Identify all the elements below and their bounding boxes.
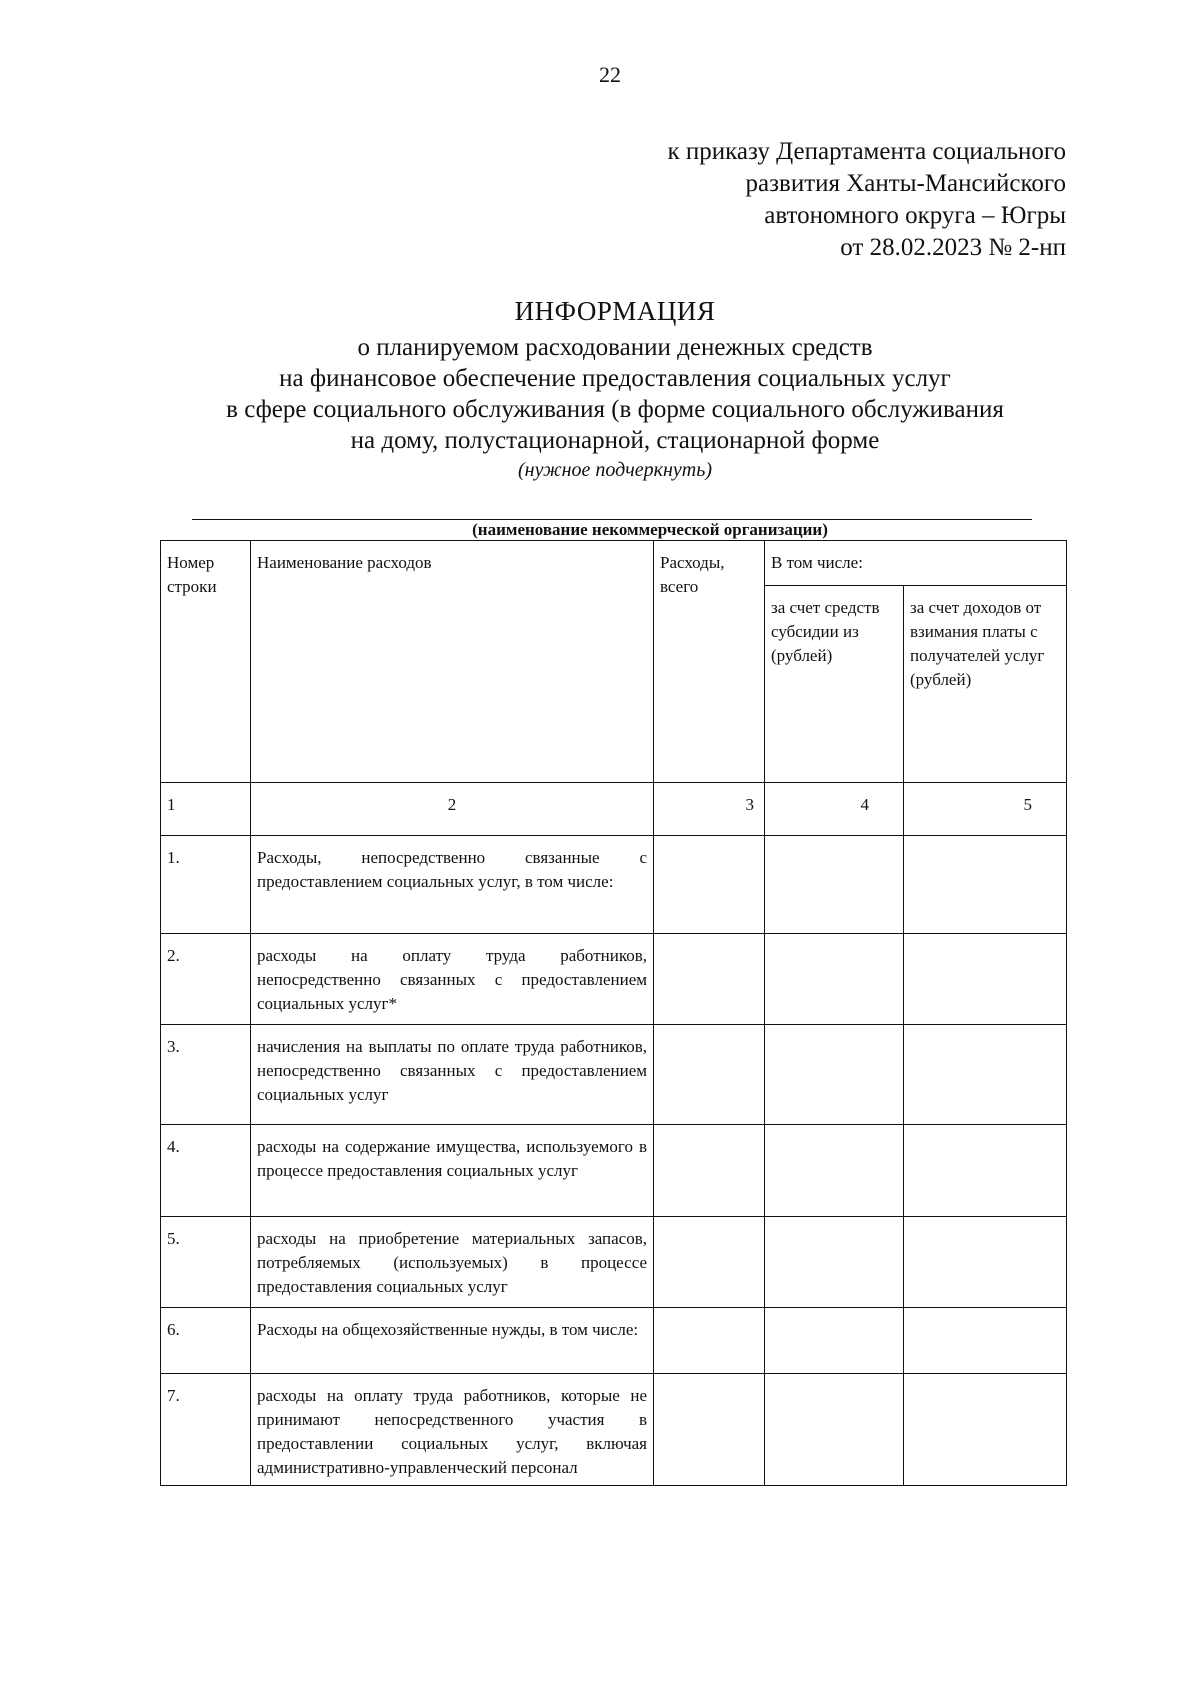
row-expense-name: Расходы на общехозяйственные нужды, в том числе: <box>251 1308 654 1374</box>
header-total: Расходы, всего <box>654 541 765 783</box>
row-fees-cell <box>904 1025 1067 1125</box>
header-including: В том числе: <box>765 541 1067 586</box>
row-number: 4. <box>161 1125 251 1217</box>
row-total-cell <box>654 1125 765 1217</box>
row-expense-name: расходы на оплату труда работников, непосредственно связанных с предоставлением социальных услуг* <box>251 934 654 1025</box>
row-number: 7. <box>161 1374 251 1486</box>
row-subsidy-cell <box>765 836 904 934</box>
table-row <box>161 934 1067 1025</box>
header-expense-name: Наименование расходов <box>251 541 654 783</box>
row-subsidy-cell <box>765 1308 904 1374</box>
page-number: 22 <box>599 62 621 87</box>
header-row-number: Номер строки <box>161 541 251 783</box>
row-fees-cell <box>904 836 1067 934</box>
subtitle-line: в сфере социального обслуживания (в форме социального обслуживания <box>226 396 1004 423</box>
table-row <box>161 1125 1067 1217</box>
row-expense-name: расходы на содержание имущества, используемого в процессе предоставления социальных услуг <box>251 1125 654 1217</box>
underline-note: (нужное подчеркнуть) <box>518 459 712 481</box>
subtitle-line: о планируемом расходовании денежных средств <box>357 334 873 361</box>
row-fees-cell <box>904 1308 1067 1374</box>
column-number: 5 <box>904 783 1067 836</box>
order-reference-line: автономного округа – Югры <box>764 202 1066 229</box>
row-number: 1. <box>161 836 251 934</box>
row-expense-name: расходы на приобретение материальных запасов, потребляемых (используемых) в процессе предоставления социальных услуг <box>251 1217 654 1308</box>
column-number: 4 <box>765 783 904 836</box>
row-total-cell <box>654 1374 765 1486</box>
table-row <box>161 1374 1067 1486</box>
row-total-cell <box>654 934 765 1025</box>
subtitle-line: на дому, полустационарной, стационарной форме <box>350 427 880 454</box>
row-fees-cell <box>904 1217 1067 1308</box>
header-subsidy: за счет средств субсидии из (рублей) <box>765 586 904 783</box>
order-reference-line: от 28.02.2023 № 2-нп <box>840 234 1066 261</box>
order-reference <box>668 136 1066 264</box>
subtitle-line: на финансовое обеспечение предоставления социальных услуг <box>279 365 951 392</box>
row-fees-cell <box>904 934 1067 1025</box>
column-number: 2 <box>251 783 654 836</box>
order-reference-line: развития Ханты-Мансийского <box>745 170 1066 197</box>
row-total-cell <box>654 1217 765 1308</box>
column-number: 3 <box>654 783 765 836</box>
order-reference-line: к приказу Департамента социального <box>667 138 1066 165</box>
row-expense-name: начисления на выплаты по оплате труда работников, непосредственно связанных с предоставлением социальных услуг <box>251 1025 654 1125</box>
row-total-cell <box>654 836 765 934</box>
row-fees-cell <box>904 1125 1067 1217</box>
row-fees-cell <box>904 1374 1067 1486</box>
expenses-table <box>160 540 1067 1486</box>
row-number: 2. <box>161 934 251 1025</box>
row-subsidy-cell <box>765 1374 904 1486</box>
row-expense-name: Расходы, непосредственно связанные с предоставлением социальных услуг, в том числе: <box>251 836 654 934</box>
table-row <box>161 836 1067 934</box>
row-total-cell <box>654 1025 765 1125</box>
row-number: 3. <box>161 1025 251 1125</box>
column-number: 1 <box>161 783 251 836</box>
row-total-cell <box>654 1308 765 1374</box>
row-number: 6. <box>161 1308 251 1374</box>
row-number: 5. <box>161 1217 251 1308</box>
document-subtitle <box>0 332 1200 456</box>
organization-caption: (наименование некоммерческой организации) <box>472 520 828 539</box>
row-subsidy-cell <box>765 934 904 1025</box>
table-row <box>161 1217 1067 1308</box>
table-row <box>161 1025 1067 1125</box>
table-row <box>161 1308 1067 1374</box>
table-header-row <box>161 541 1067 586</box>
row-subsidy-cell <box>765 1217 904 1308</box>
header-fees: за счет доходов от взимания платы с получателей услуг (рублей) <box>904 586 1067 783</box>
column-number-row <box>161 783 1067 836</box>
document-title: ИНФОРМАЦИЯ <box>514 296 716 326</box>
row-subsidy-cell <box>765 1025 904 1125</box>
row-expense-name: расходы на оплату труда работников, которые не принимают непосредственного участия в предоставлении социальных услуг, включая административно-управленческий персонал <box>251 1374 654 1486</box>
row-subsidy-cell <box>765 1125 904 1217</box>
